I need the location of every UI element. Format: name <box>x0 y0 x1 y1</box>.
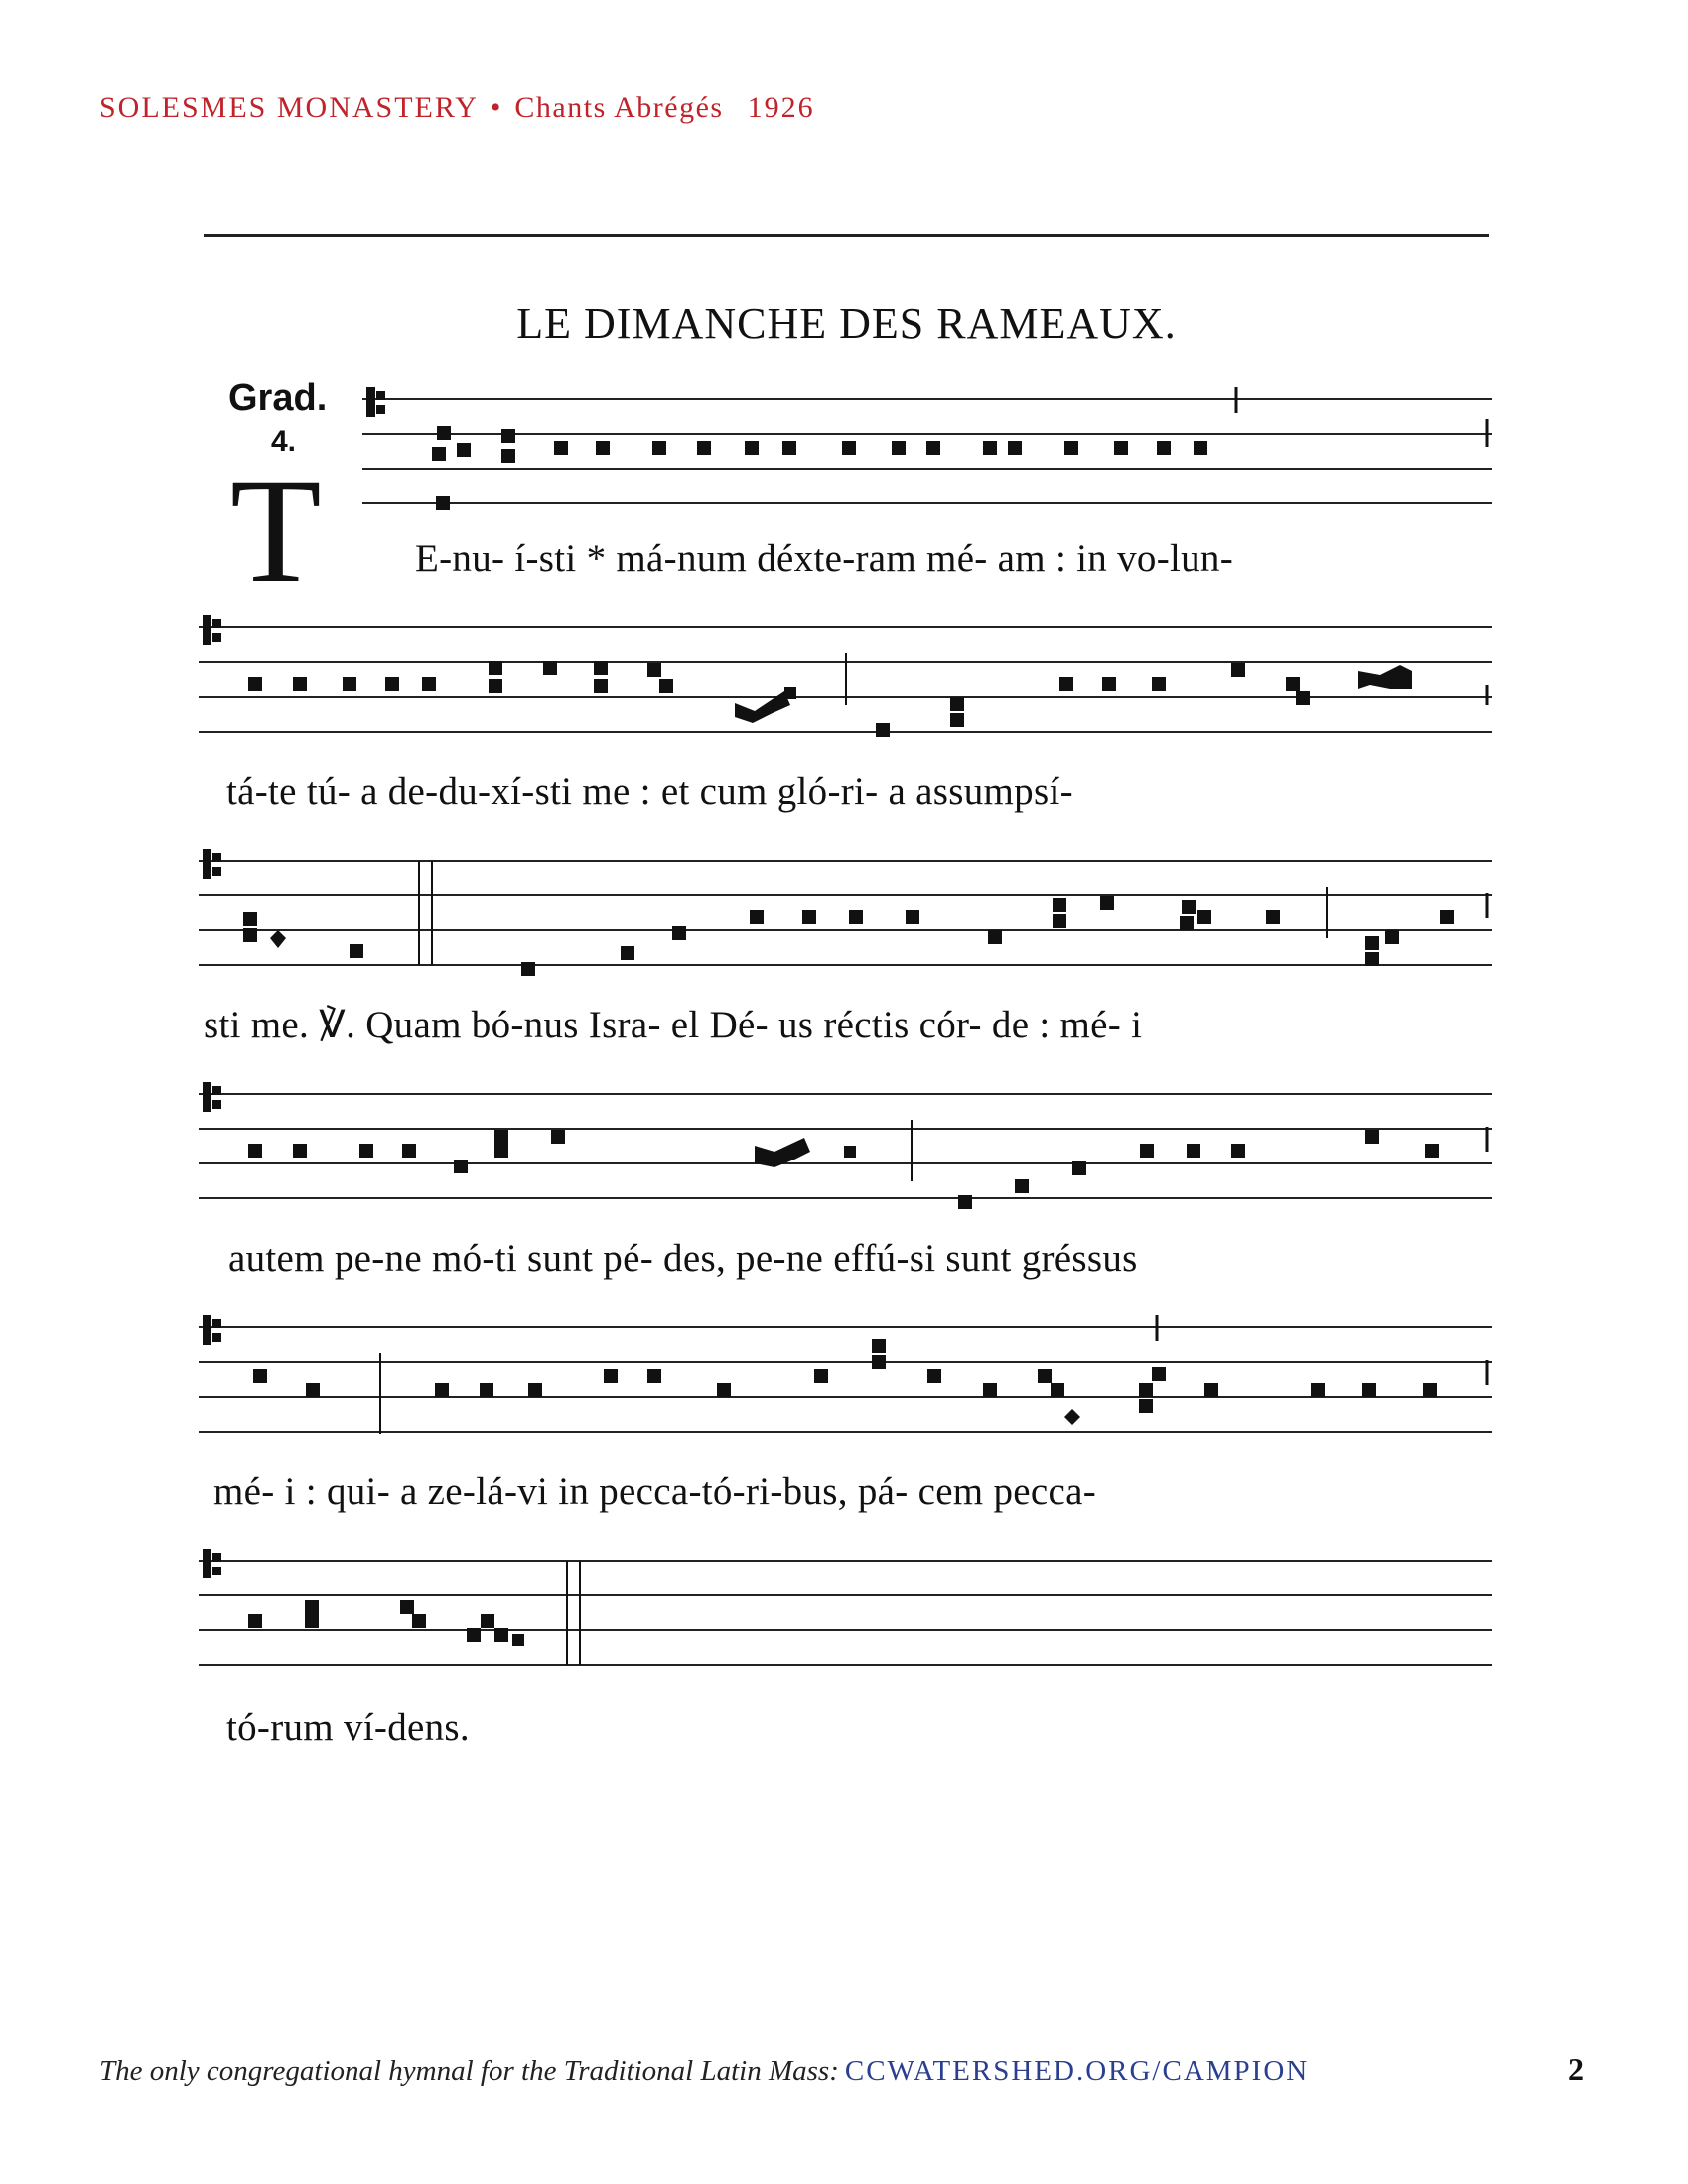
staff-2 <box>199 606 1494 764</box>
header-source: SOLESMES MONASTERY <box>99 91 479 124</box>
staff-4 <box>199 1072 1494 1231</box>
header-year: 1926 <box>747 91 815 124</box>
c-clef-icon <box>203 1549 221 1578</box>
staff-1 <box>362 377 1494 536</box>
footer-link[interactable]: CCWATERSHED.ORG/CAMPION <box>844 2055 1310 2087</box>
page-number: 2 <box>1568 2051 1584 2087</box>
lyric-line-1: E-nu- í-sti * má-num déxte-ram mé- am : in vo-lun- <box>415 537 1234 580</box>
c-clef-icon <box>203 1082 221 1112</box>
c-clef-icon <box>203 1315 221 1345</box>
c-clef-icon <box>203 849 221 879</box>
c-clef-icon <box>203 615 221 645</box>
staff-5 <box>199 1305 1494 1464</box>
page-title: LE DIMANCHE DES RAMEAUX. <box>516 299 1177 347</box>
chant-mode: 4. <box>271 425 297 458</box>
lyric-line-5: mé- i : qui- a ze-lá-vi in pecca-tó-ri-bus, pá- cem pecca- <box>213 1470 1097 1513</box>
lyric-line-6: tó-rum ví-dens. <box>226 1706 470 1749</box>
header-separator: • <box>490 91 503 124</box>
footer-note: The only congregational hymnal for the Traditional Latin Mass: <box>99 2055 839 2087</box>
chant-genre: Grad. <box>228 377 328 419</box>
running-header <box>99 91 815 125</box>
lyric-line-2: tá-te tú- a de-du-xí-sti me : et cum gló-ri- a assumpsí- <box>226 770 1073 813</box>
staff-3 <box>199 839 1494 998</box>
header-book: Chants Abrégés <box>514 91 724 124</box>
c-clef-icon <box>366 387 385 417</box>
footer <box>99 2055 1309 2088</box>
drop-initial: T <box>230 449 322 614</box>
lyric-line-4: autem pe-ne mó-ti sunt pé- des, pe-ne effú-si sunt gréssus <box>228 1237 1138 1280</box>
top-rule <box>204 234 1489 237</box>
staff-6 <box>199 1539 1494 1698</box>
lyric-line-3: sti me. ℣. Quam bó-nus Isra- el Dé- us réctis cór- de : mé- i <box>204 1004 1143 1046</box>
